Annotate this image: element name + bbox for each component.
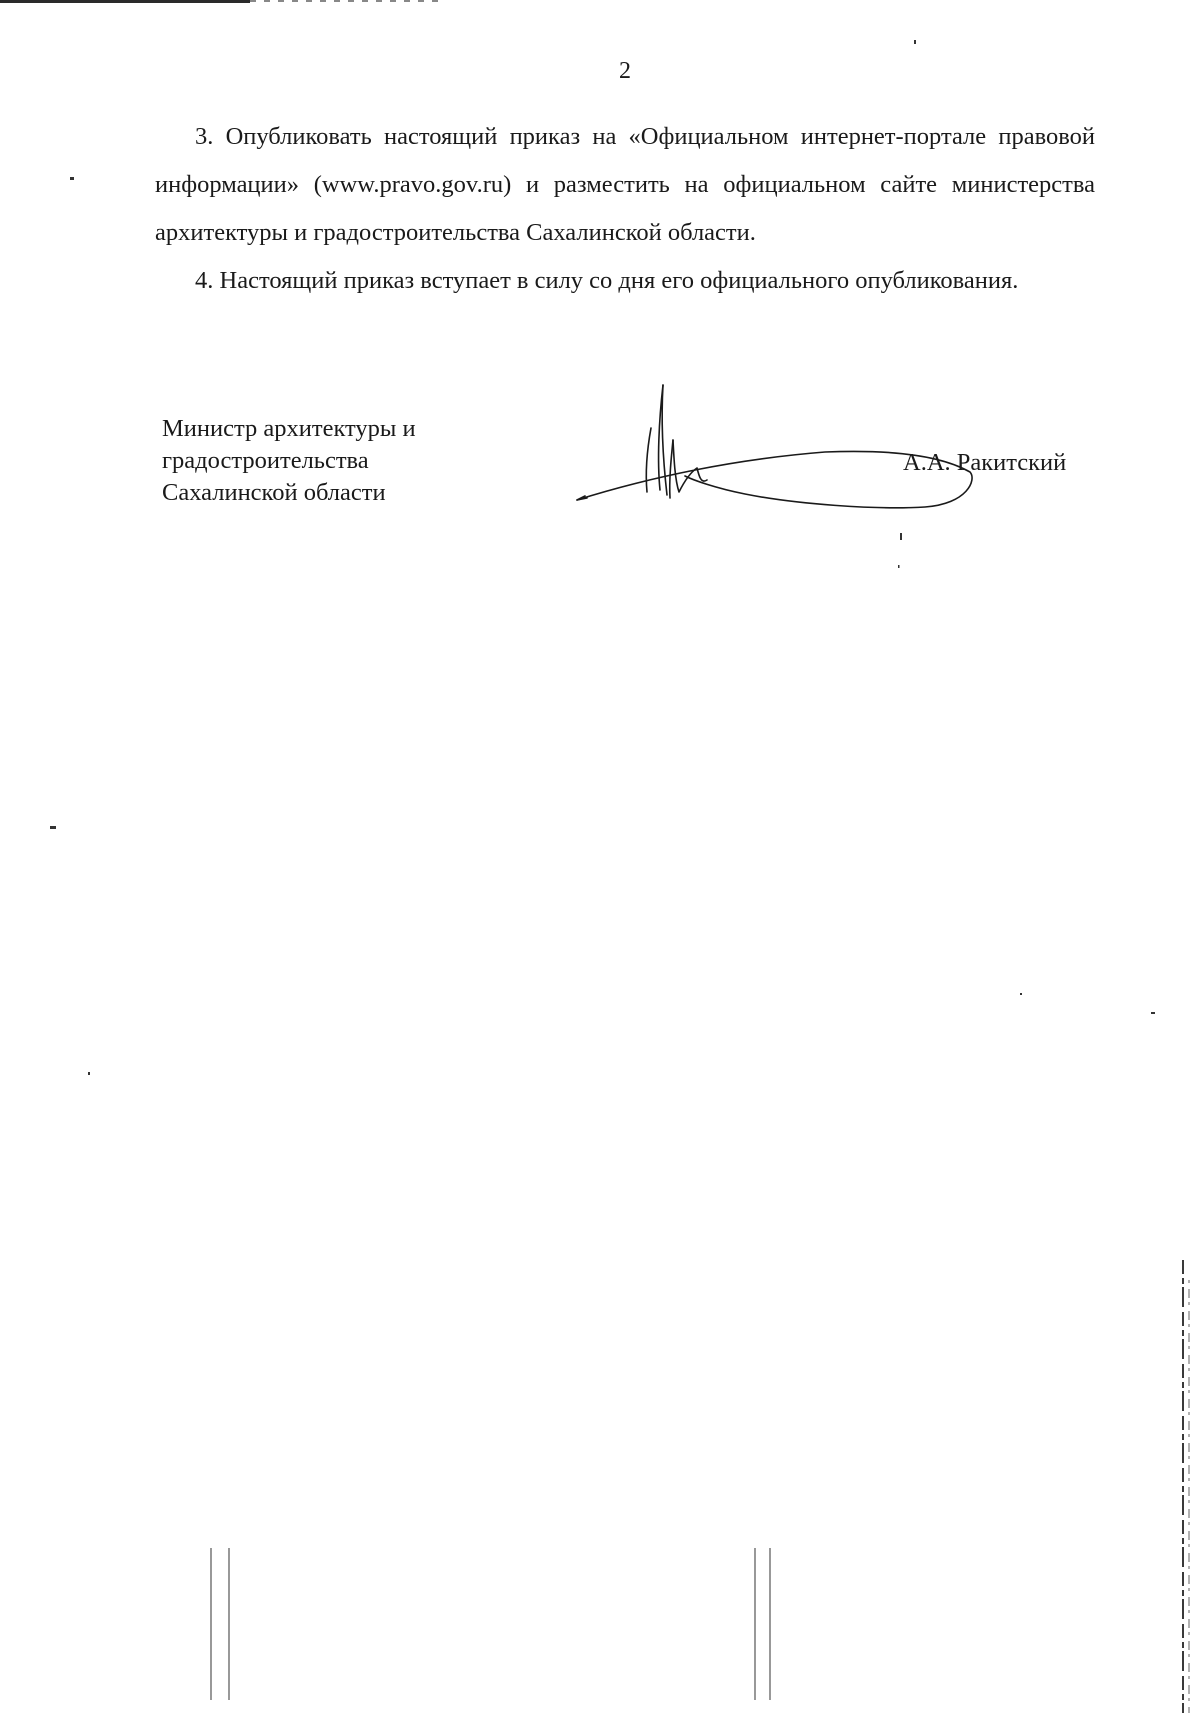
page-number: 2 [619,58,631,84]
paragraph-entry-into-force: 4. Настоящий приказ вступает в силу со дня его официального опубликования. [195,267,1019,294]
signer-name: А.А. Ракитский [903,449,1067,476]
signatory-title-line: градостроительства [162,447,369,474]
signatory-title-line: Сахалинской области [162,479,386,506]
signatory-title-line: Министр архитектуры и [162,415,416,442]
paragraph-publication: 3. Опубликовать настоящий приказ на «Официальном интернет-портале правовой информации» (www.pravo.gov.ru) и разместить на официальном сайте министерства архитектуры и градостроительства Сахалинской области. [155,123,1095,246]
